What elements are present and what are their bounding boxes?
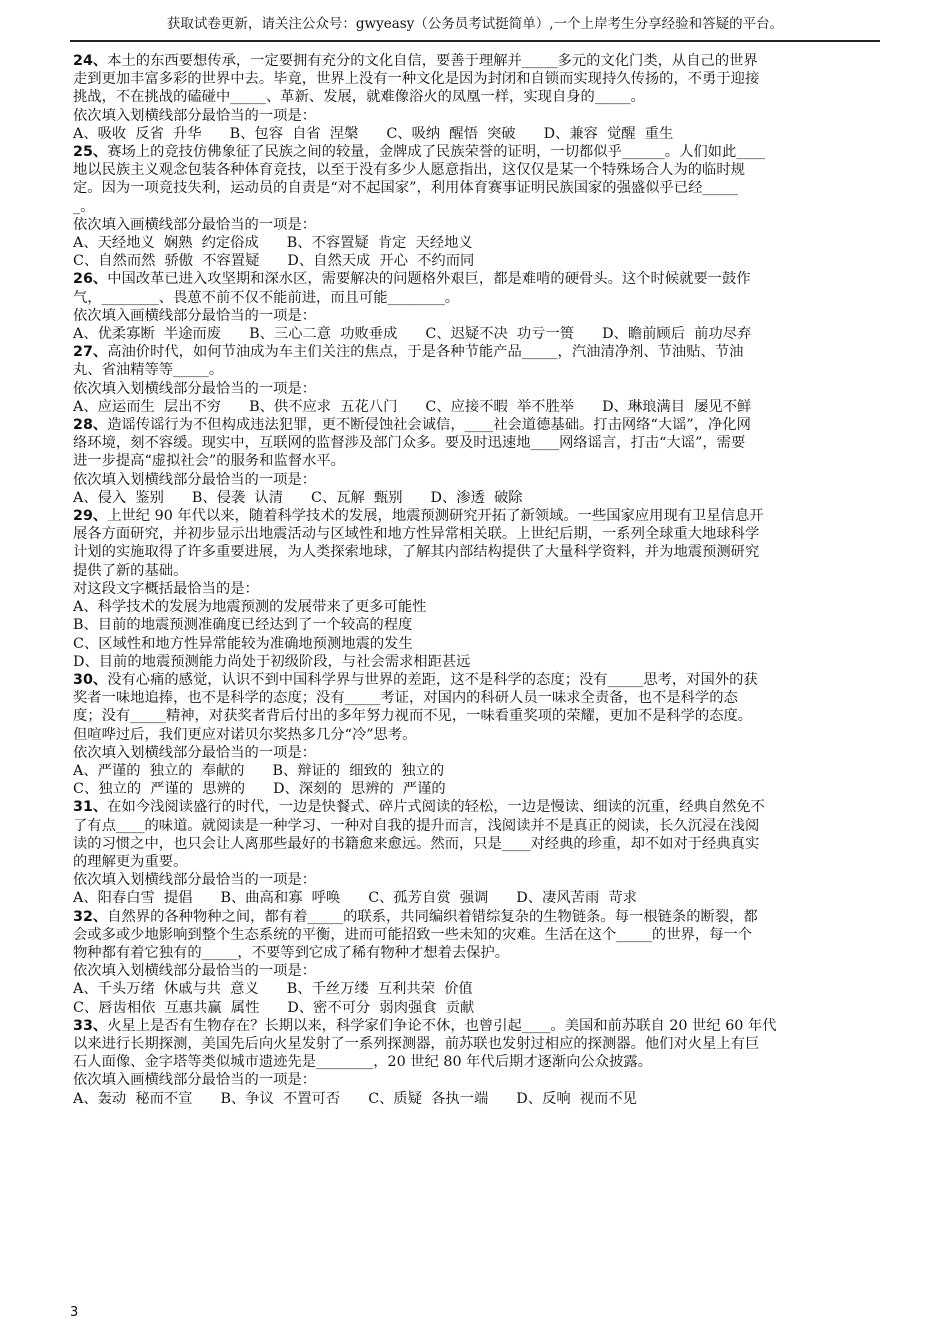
question-text-line — [73, 1035, 881, 1053]
question-31 — [73, 798, 881, 907]
question-number: 29、 — [73, 508, 108, 525]
question-text-line — [73, 726, 881, 744]
options-row — [73, 125, 881, 143]
answer-option: B、目前的地震预测准确度已经达到了一个较高的程度 — [73, 617, 413, 634]
options-row — [73, 889, 881, 907]
question-text: 地以民族主义观念包装各种体育竞技，以至于没有多少人愿意指出，这仅仅是某一个特殊场合人为的临时规 — [73, 162, 745, 179]
question-text: 提供了新的基础。 — [73, 562, 188, 579]
answer-option: A、优柔寡断 半途而废 — [73, 326, 222, 343]
answer-option: C、唇齿相依 互惠共赢 属性 — [73, 999, 260, 1016]
question-text: 火星上是否有生物存在？长期以来，科学家们争论不休，也曾引起____。美国和前苏联自 20 世纪 60 年代 — [107, 1017, 777, 1034]
answer-option: C、吸纳 醒悟 突破 — [386, 125, 516, 142]
question-prompt: 依次填入画横线部分最恰当的一项是： — [73, 307, 317, 324]
options-row — [73, 398, 881, 416]
answer-option: C、独立的 严谨的 思辨的 — [73, 781, 246, 798]
question-text: 没有心痛的感觉，认识不到中国科学界与世界的差距，这不是科学的态度；没有_____思考，对国外的获 — [107, 671, 758, 688]
question-text: 挑战，不在挑战的磕碰中_____、革新、发展，就难像浴火的凤凰一样，实现自身的_____。 — [73, 89, 645, 106]
answer-option: B、不容置疑 肯定 天经地义 — [286, 235, 473, 252]
question-number: 27、 — [73, 344, 108, 361]
question-text: 读的习惯之中，也只会让人离那些最好的书籍愈来愈远。然而，只是____对经典的珍重，却不如对于经典真实 — [73, 835, 760, 852]
question-text-line — [73, 198, 881, 216]
question-33 — [73, 1017, 881, 1108]
page-header: 获取试卷更新，请关注公众号：gwyeasy（公务员考试挺简单）,一个上岸考生分享经验和答疑的平台。 — [166, 16, 784, 32]
question-text-line — [73, 798, 881, 816]
answer-option: D、反响 视而不见 — [516, 1090, 637, 1107]
question-text-line — [73, 452, 881, 470]
question-number: 24、 — [73, 53, 108, 69]
options-row — [73, 325, 881, 343]
answer-option: B、曲高和寡 呼唤 — [220, 890, 341, 907]
question-text: 上世纪 90 年代以来，随着科学技术的发展，地震预测研究开拓了新领域。一些国家应用现有卫星信息开 — [107, 508, 764, 525]
question-text-line — [73, 835, 881, 853]
question-text-line — [73, 179, 881, 197]
answer-option: A、应运而生 层出不穷 — [73, 398, 222, 415]
question-text: 丸、省油精等等_____。 — [73, 362, 224, 379]
question-text-line — [73, 671, 881, 689]
question-text-line — [73, 270, 881, 288]
answer-option: D、密不可分 弱肉强食 贡献 — [287, 999, 475, 1016]
question-text: 本土的东西要想传承，一定要拥有充分的文化自信，要善于理解并_____多元的文化门类，从自己的世界 — [107, 53, 758, 69]
answer-option: C、质疑 各执一端 — [368, 1090, 489, 1107]
question-text-line — [73, 853, 881, 871]
question-text: 中国改革已进入攻坚期和深水区，需要解决的问题格外艰巨，都是难啃的硬骨头。这个时候就要一鼓作 — [107, 271, 751, 288]
question-text: 的理解更为重要。 — [73, 853, 188, 870]
question-29 — [73, 507, 881, 671]
question-text: _。 — [73, 198, 95, 215]
answer-option: C、自然而然 骄傲 不容置疑 — [73, 253, 260, 270]
options-row — [73, 762, 881, 780]
answer-option: D、目前的地震预测能力尚处于初级阶段，与社会需求相距甚远 — [73, 653, 471, 670]
question-text-line — [73, 525, 881, 543]
answer-option: B、辩证的 细致的 独立的 — [272, 762, 445, 779]
options-row — [73, 252, 881, 270]
question-text-line — [73, 908, 881, 926]
question-text: 气，________、畏葸不前不仅不能前进，而且可能________。 — [73, 289, 460, 306]
options-row — [73, 489, 881, 507]
question-text-line — [73, 926, 881, 944]
answer-option: D、自然天成 开心 不约而同 — [287, 253, 475, 270]
question-26 — [73, 270, 881, 343]
page-number: 3 — [70, 1305, 79, 1320]
answer-option: D、兼容 觉醒 重生 — [543, 125, 674, 142]
question-list — [73, 52, 881, 1108]
options-row — [73, 1090, 881, 1108]
question-text: 了有点____的味道。就阅读是一种学习、一种对自我的提升而言，浅阅读并不是真正的阅读，长久沉浸在浅阅 — [73, 817, 760, 834]
question-text: 奖者一味地追捧，也不是科学的态度；没有_____考证，对国内的科研人员一味求全责备，也不是科学的态 — [73, 690, 738, 707]
answer-option: C、迟疑不决 功亏一篑 — [425, 326, 575, 343]
question-text: 以来进行长期探测，美国先后向火星发射了一系列探测器，前苏联也发射过相应的探测器。他们对火星上有巨 — [73, 1035, 760, 1052]
answer-option: C、区域性和地方性异常能较为准确地预测地震的发生 — [73, 635, 413, 652]
answer-option: B、侵袭 认清 — [191, 489, 283, 506]
question-text-line — [73, 434, 881, 452]
answer-option: D、凄风苦雨 苛求 — [516, 890, 637, 907]
question-text-line — [73, 944, 881, 962]
answer-option: C、应接不暇 举不胜举 — [425, 398, 575, 415]
question-prompt: 依次填入划横线部分最恰当的一项是： — [73, 872, 317, 889]
question-text-line — [73, 817, 881, 835]
options-row — [73, 780, 881, 798]
question-prompt: 对这段文字概括最恰当的是： — [73, 580, 259, 597]
question-text-line — [73, 707, 881, 725]
answer-option: A、侵入 鉴别 — [73, 489, 164, 506]
answer-option: B、千丝万缕 互利共荣 价值 — [286, 981, 473, 998]
question-text-line — [73, 70, 881, 88]
answer-option: B、争议 不置可否 — [220, 1090, 341, 1107]
answer-option: A、轰动 秘而不宣 — [73, 1090, 193, 1107]
question-text-line — [73, 88, 881, 106]
question-text-line — [73, 416, 881, 434]
answer-option: D、琳琅满目 屡见不鲜 — [602, 398, 752, 415]
question-text: 石人面像、金字塔等类似城市遗迹先是________，20 世纪 80 年代后期才逐渐向公众披露。 — [73, 1054, 652, 1071]
question-text-line — [73, 361, 881, 379]
question-prompt: 依次填入划横线部分最恰当的一项是： — [73, 744, 317, 761]
question-text: 造谣传谣行为不但构成违法犯罪，更不断侵蚀社会诚信，____社会道德基础。打击网络“大谣”，净化网 — [107, 417, 751, 434]
question-32 — [73, 908, 881, 1017]
answer-option: B、包容 自省 涅槃 — [229, 125, 359, 142]
question-25 — [73, 143, 881, 270]
question-text: 高油价时代，如何节油成为车主们关注的焦点，于是各种节能产品_____，汽油清净剂、节油贴、节油 — [107, 344, 744, 361]
options-row — [73, 980, 881, 998]
question-number: 25、 — [73, 144, 108, 161]
question-text: 展各方面研究，并初步显示出地震活动与区域性和地方性异常相关联。上世纪后期，一系列全球重大地球科学 — [73, 526, 760, 543]
question-text: 计划的实施取得了许多重要进展，为人类探索地球，了解其内部结构提供了大量科学资料，并为地震预测研究 — [73, 544, 760, 561]
question-number: 31、 — [73, 799, 108, 816]
answer-option: A、阳春白雪 提倡 — [73, 890, 193, 907]
answer-option: C、孤芳自赏 强调 — [368, 890, 489, 907]
question-text-line — [73, 52, 881, 70]
answer-option: D、渗透 破除 — [430, 489, 523, 506]
question-prompt: 依次填入划横线部分最恰当的一项是： — [73, 963, 317, 980]
answer-option: A、天经地义 娴熟 约定俗成 — [73, 235, 259, 252]
question-24 — [73, 52, 881, 143]
question-text: 进一步提高“虚拟社会”的服务和监督水平。 — [73, 453, 345, 470]
question-prompt: 依次填入画横线部分最恰当的一项是： — [73, 1072, 317, 1089]
question-text: 络环境，刻不容缓。现实中，互联网的监督涉及部门众多。要及时迅速地____网络谣言，打击“大谣”，需要 — [73, 435, 746, 452]
question-number: 28、 — [73, 417, 108, 434]
answer-option: D、瞻前顾后 前功尽弃 — [602, 326, 752, 343]
header-divider — [70, 40, 880, 42]
question-text: 度；没有_____精神，对获奖者背后付出的多年努力视而不见，一味看重奖项的荣耀，更加不是科学的态度。 — [73, 708, 753, 725]
question-text-line — [73, 289, 881, 307]
question-text: 在如今浅阅读盛行的时代，一边是快餐式、碎片式阅读的轻松，一边是慢读、细读的沉重，经典自然免不 — [107, 799, 765, 816]
question-text: 自然界的各种物种之间，都有着_____的联系，共同编织着错综复杂的生物链条。每一根链条的断裂，都 — [107, 908, 758, 925]
answer-option: A、千头万绪 休戚与共 意义 — [73, 981, 259, 998]
question-28 — [73, 416, 881, 507]
options-row — [73, 234, 881, 252]
question-text-line — [73, 689, 881, 707]
question-text-line — [73, 507, 881, 525]
answer-option: A、科学技术的发展为地震预测的发展带来了更多可能性 — [73, 599, 427, 616]
question-number: 30、 — [73, 671, 108, 688]
answer-option: C、瓦解 甄别 — [311, 489, 403, 506]
question-number: 26、 — [73, 271, 108, 288]
options-row — [73, 999, 881, 1017]
question-text: 会或多或少地影响到整个生态系统的平衡，进而可能招致一些未知的灾难。生活在这个_____的世界，每一个 — [73, 926, 753, 943]
question-text: 物种都有着它独有的_____，不要等到它成了稀有物种才想着去保护。 — [73, 944, 510, 961]
question-30 — [73, 671, 881, 798]
question-text: 定。因为一项竞技失利，运动员的自责是“对不起国家”，利用体育赛事证明民族国家的强盛似乎已经_____ — [73, 180, 739, 197]
question-prompt: 依次填入划横线部分最恰当的一项是： — [73, 380, 317, 397]
question-text: 赛场上的竞技仿佛象征了民族之间的较量，金牌成了民族荣誉的证明，一切都似乎______。人们如此____ — [107, 144, 765, 161]
question-prompt: 依次填入画横线部分最恰当的一项是： — [73, 216, 317, 233]
question-text: 但喧哗过后，我们更应对诺贝尔奖热多几分“冷”思考。 — [73, 726, 417, 743]
question-text: 走到更加丰富多彩的世界中去。毕竟，世界上没有一种文化是因为封闭和自锁而实现持久传扬的，不勇于迎接 — [73, 71, 760, 88]
question-text-line — [73, 1053, 881, 1071]
answer-option: D、深刻的 思辨的 严谨的 — [273, 781, 446, 798]
question-text-line — [73, 343, 881, 361]
question-text-line — [73, 562, 881, 580]
question-27 — [73, 343, 881, 416]
question-number: 32、 — [73, 908, 108, 925]
answer-option: A、严谨的 独立的 奉献的 — [73, 762, 245, 779]
question-text-line — [73, 143, 881, 161]
question-text-line — [73, 1017, 881, 1035]
question-prompt: 依次填入划横线部分最恰当的一项是： — [73, 107, 317, 124]
answer-option: B、三心二意 功败垂成 — [249, 326, 398, 343]
question-number: 33、 — [73, 1017, 108, 1034]
question-text-line — [73, 161, 881, 179]
answer-option: B、供不应求 五花八门 — [249, 398, 398, 415]
question-prompt: 依次填入划横线部分最恰当的一项是： — [73, 471, 317, 488]
question-text-line — [73, 543, 881, 561]
answer-option: A、吸收 反省 升华 — [73, 125, 202, 142]
